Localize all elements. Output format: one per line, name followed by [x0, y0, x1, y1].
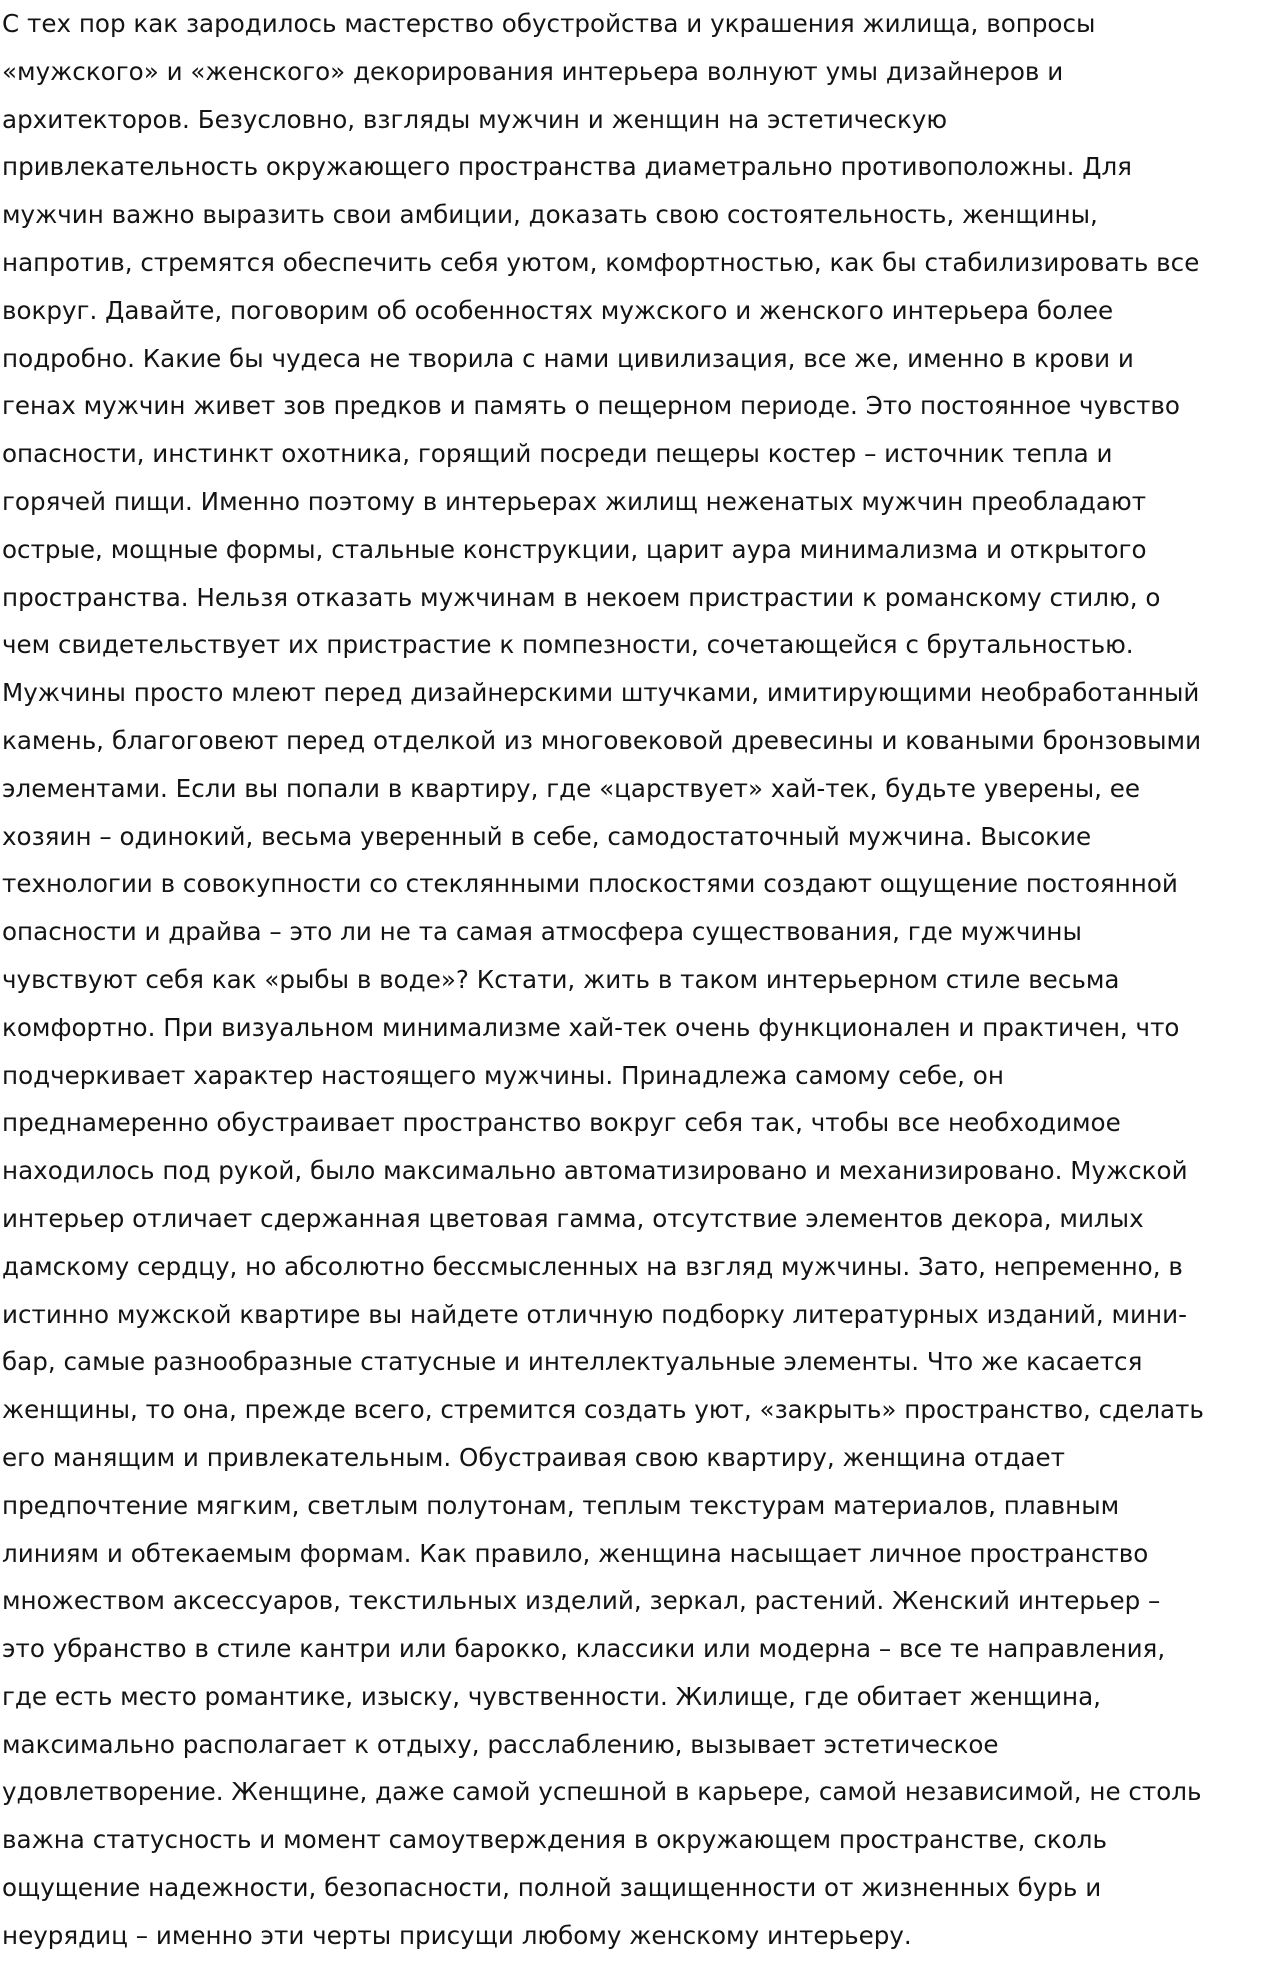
text-line-34: множеством аксессуаров, текстильных изделий, зеркал, растений. Женский интерьер –: [2, 1586, 1161, 1616]
text-line-4: привлекательность окружающего пространства диаметрально противоположны. Для: [2, 152, 1132, 182]
text-line-1: С тех пор как зародилось мастерство обустройства и украшения жилища, вопросы: [2, 9, 1096, 38]
text-line-26: интерьер отличает сдержанная цветовая гамма, отсутствие элементов декора, милых: [2, 1203, 1144, 1233]
text-line-12: острые, мощные формы, стальные конструкции, царит аура минимализма и открытого: [2, 534, 1147, 564]
text-line-14: чем свидетельствует их пристрастие к помпезности, сочетающейся с брутальностью.: [2, 630, 1134, 660]
text-line-37: максимально располагает к отдыху, расслаблению, вызывает эстетическое: [2, 1729, 999, 1759]
text-line-40: ощущение надежности, безопасности, полной защищенности от жизненных бурь и: [2, 1873, 1102, 1903]
text-line-30: женщины, то она, прежде всего, стремится создать уют, «закрыть» пространство, сделать: [2, 1395, 1204, 1425]
text-line-36: где есть место романтике, изыску, чувственности. Жилище, где обитает женщина,: [2, 1681, 1101, 1711]
text-line-7: вокруг. Давайте, поговорим об особенностях мужского и женского интерьера более: [2, 295, 1114, 325]
text-line-2: «мужского» и «женского» декорирования интерьера волнуют умы дизайнеров и: [2, 56, 1064, 86]
text-line-27: дамскому сердцу, но абсолютно бессмысленных на взгляд мужчины. Зато, непременно, в: [2, 1251, 1183, 1281]
text-line-8: подробно. Какие бы чудеса не творила с нами цивилизация, все же, именно в крови и: [2, 343, 1134, 373]
article-text: [2, 0, 1270, 1960]
text-line-41: неурядиц – именно эти черты присущи любому женскому интерьеру.: [2, 1920, 912, 1950]
text-line-39: важна статусность и момент самоутверждения в окружающем пространстве, сколь: [2, 1825, 1107, 1855]
text-line-35: это убранство в стиле кантри или барокко, классики или модерна – все те направления,: [2, 1634, 1166, 1664]
text-line-28: истинно мужской квартире вы найдете отличную подборку литературных изданий, мини-: [2, 1299, 1187, 1329]
text-line-38: удовлетворение. Женщине, даже самой успешной в карьере, самой независимой, не столь: [2, 1777, 1202, 1807]
text-line-9: генах мужчин живет зов предков и память о пещерном периоде. Это постоянное чувство: [2, 391, 1180, 421]
text-line-29: бар, самые разнообразные статусные и интеллектуальные элементы. Что же касается: [2, 1347, 1143, 1377]
text-line-22: комфортно. При визуальном минимализме хай-тек очень функционален и практичен, что: [2, 1012, 1180, 1042]
text-line-18: хозяин – одинокий, весьма уверенный в себе, самодостаточный мужчина. Высокие: [2, 821, 1092, 851]
text-line-20: опасности и драйва – это ли не та самая атмосфера существования, где мужчины: [2, 917, 1082, 947]
text-line-10: опасности, инстинкт охотника, горящий посреди пещеры костер – источник тепла и: [2, 439, 1113, 469]
text-line-6: напротив, стремятся обеспечить себя уютом, комфортностью, как бы стабилизировать все: [2, 247, 1200, 277]
text-line-32: предпочтение мягким, светлым полутонам, теплым текстурам материалов, плавным: [2, 1490, 1120, 1520]
text-line-25: находилось под рукой, было максимально автоматизировано и механизировано. Мужской: [2, 1156, 1188, 1186]
text-line-33: линиям и обтекаемым формам. Как правило, женщина насыщает личное пространство: [2, 1538, 1149, 1568]
text-line-23: подчеркивает характер настоящего мужчины. Принадлежа самому себе, он: [2, 1060, 1004, 1090]
text-line-11: горячей пищи. Именно поэтому в интерьерах жилищ неженатых мужчин преобладают: [2, 486, 1147, 516]
text-line-5: мужчин важно выразить свои амбиции, доказать свою состоятельность, женщины,: [2, 200, 1098, 230]
text-line-3: архитекторов. Безусловно, взгляды мужчин и женщин на эстетическую: [2, 104, 948, 134]
text-line-17: элементами. Если вы попали в квартиру, где «царствует» хай-тек, будьте уверены, ее: [2, 773, 1141, 803]
text-line-24: преднамеренно обустраивает пространство вокруг себя так, чтобы все необходимое: [2, 1108, 1121, 1138]
text-line-13: пространства. Нельзя отказать мужчинам в некоем пристрастии к романскому стилю, о: [2, 582, 1161, 612]
text-line-19: технологии в совокупности со стеклянными плоскостями создают ощущение постоянной: [2, 869, 1178, 899]
text-line-21: чувствуют себя как «рыбы в воде»? Кстати, жить в таком интерьерном стиле весьма: [2, 964, 1120, 994]
text-line-15: Мужчины просто млеют перед дизайнерскими штучками, имитирующими необработанный: [2, 678, 1200, 708]
text-line-16: камень, благоговеют перед отделкой из многовековой древесины и коваными бронзовыми: [2, 725, 1202, 755]
text-line-31: его манящим и привлекательным. Обустраивая свою квартиру, женщина отдает: [2, 1442, 1065, 1472]
